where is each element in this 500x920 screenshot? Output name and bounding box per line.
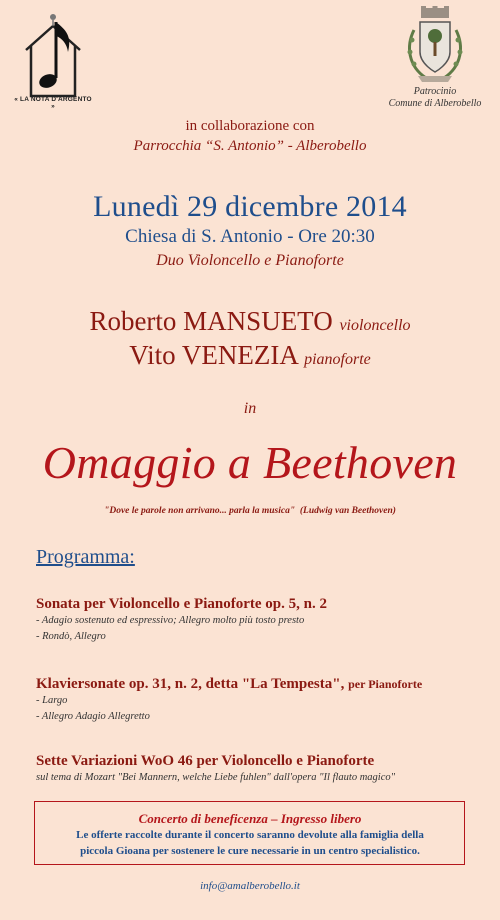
event-venue: Chiesa di S. Antonio - Ore 20:30 xyxy=(125,226,375,247)
logo-caption: « LA NOTA D'ARGENTO » xyxy=(14,96,92,110)
alberobello-crest xyxy=(404,6,466,86)
performer-1 xyxy=(0,306,500,337)
event-ensemble: Duo Violoncello e Pianoforte xyxy=(156,252,344,269)
patrocinio-line1: Patrocinio xyxy=(413,86,457,97)
patrocinio-label xyxy=(380,86,490,110)
collaboration-line2: Parrocchia “S. Antonio” - Alberobello xyxy=(133,138,367,154)
piece-2-movement: - Largo xyxy=(36,695,68,706)
piece-3-description: sul tema di Mozart "Bei Mannern, welche Liebe fuhlen" dall'opera "Il flauto magico" xyxy=(36,772,396,783)
performer-1-role: violoncello xyxy=(339,317,411,334)
piece-2-title-main: Klaviersonate op. 31, n. 2, detta "La Tempesta", xyxy=(36,676,345,692)
concert-title: Omaggio a Beethoven xyxy=(42,437,458,488)
programma-heading: Programma: xyxy=(36,546,135,568)
charity-title: Concerto di beneficenza – Ingresso libero xyxy=(138,811,362,826)
quote-text: "Dove le parole non arrivano... parla la musica" xyxy=(104,506,296,516)
beethoven-quote xyxy=(0,506,500,516)
piece-1-movement: - Adagio sostenuto ed espressivo; Allegro molto più tosto presto xyxy=(36,615,305,626)
piece-2-movement: - Allegro Adagio Allegretto xyxy=(36,711,150,722)
piece-2-title-suffix: per Pianoforte xyxy=(348,677,423,691)
performer-1-name: Roberto MANSUETO xyxy=(89,306,333,336)
piece-1-movement: - Rondò, Allegro xyxy=(36,631,106,642)
house-note-icon xyxy=(22,8,84,108)
nota-argento-logo xyxy=(22,8,84,108)
charity-line2: piccola Gioana per sostenere le cure necessarie in un centro specialistico. xyxy=(80,845,420,857)
quote-author: (Ludwig van Beethoven) xyxy=(299,506,396,516)
performer-2-name: Vito VENEZIA xyxy=(129,340,298,370)
piece-3-title: Sette Variazioni WoO 46 per Violoncello e Pianoforte xyxy=(36,753,375,769)
event-date: Lunedì 29 dicembre 2014 xyxy=(93,190,407,223)
performer-2-role: pianoforte xyxy=(304,351,371,368)
coat-of-arms-icon xyxy=(404,6,466,86)
charity-line1: Le offerte raccolte durante il concerto saranno devolute alla famiglia della xyxy=(76,829,424,841)
patrocinio-line2: Comune di Alberobello xyxy=(388,98,482,109)
contact-email[interactable]: info@amalberobello.it xyxy=(200,880,300,892)
performer-2 xyxy=(0,340,500,371)
collaboration-line1: in collaborazione con xyxy=(185,118,315,134)
in-label: in xyxy=(243,400,257,417)
piece-2-title xyxy=(36,676,422,693)
piece-1-title: Sonata per Violoncello e Pianoforte op. 5, n. 2 xyxy=(36,596,327,612)
